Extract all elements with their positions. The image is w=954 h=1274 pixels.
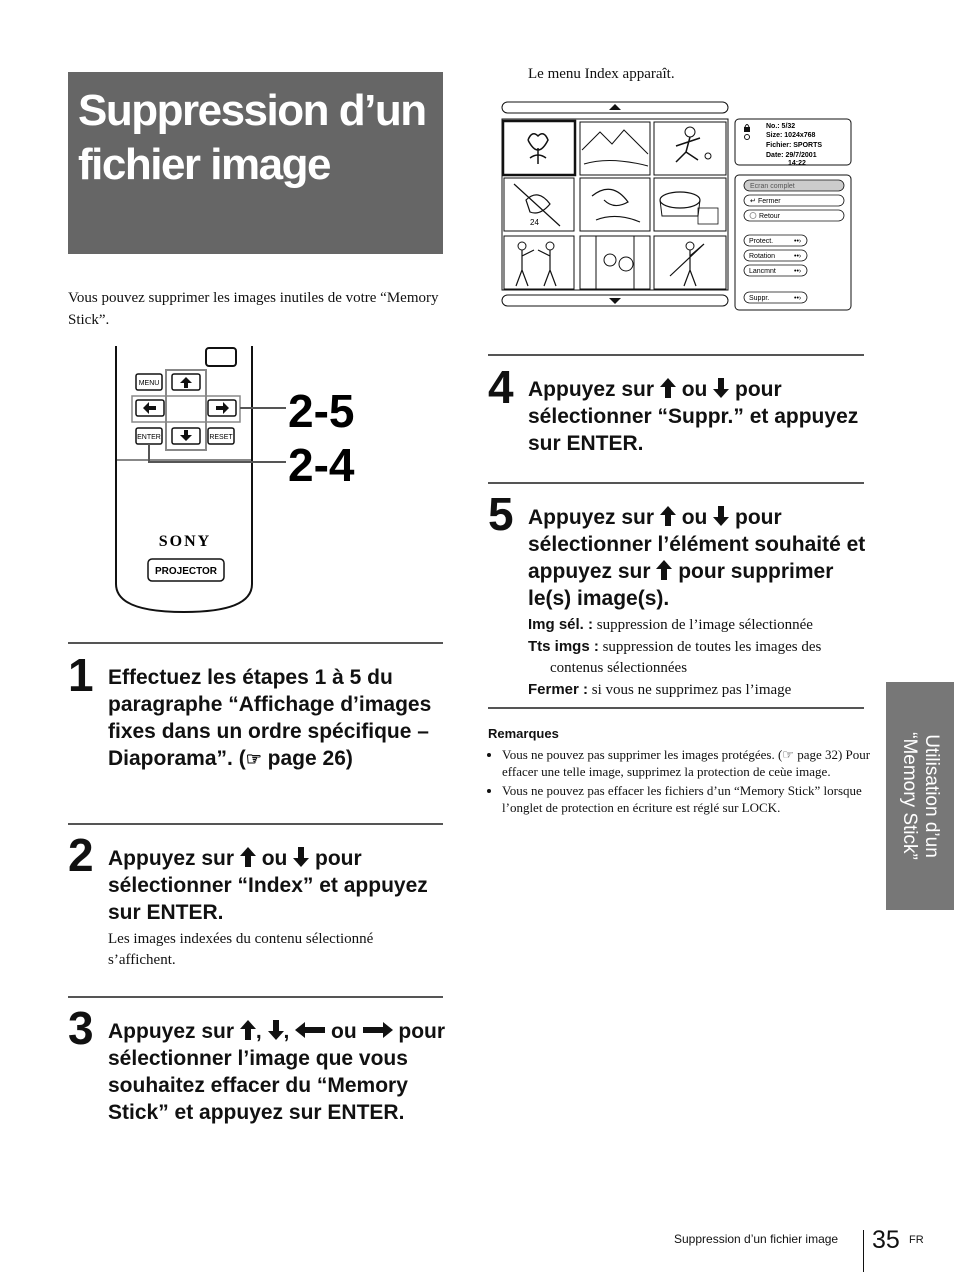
step-5-number: 5 [488, 488, 514, 540]
up-arrow-icon [660, 506, 676, 526]
side-tab-line-2: “Memory Stick” [899, 732, 920, 860]
step-5-text: Appuyez sur ou pour sélectionner l’élément souhaité et appuyez sur pour supprimer le(s) image(s). [528, 506, 866, 610]
lock-icon [744, 127, 750, 132]
thumbnail [503, 121, 575, 175]
step-2-number: 2 [68, 829, 94, 881]
info-time: 14:22 [788, 160, 806, 167]
list-item: • Vous ne pouvez pas effacer les fichiers d’un “Memory Stick” lorsque l’onglet de protection en écriture est réglé sur LOCK. [502, 782, 874, 816]
menu-label: MENU [138, 380, 160, 387]
page-title: Suppression d’un fichier image [78, 86, 426, 189]
model-label: PROJECTOR [154, 566, 218, 577]
thumbnail [504, 178, 574, 231]
menu-item-protect-label: Protect. [749, 238, 774, 245]
footer-section-title: Suppression d’un fichier image [674, 1232, 839, 1246]
submenu-arrow-icon: ••› [794, 253, 802, 260]
intro-text: Vous pouvez supprimer les images inutiles de votre “Memory Stick”. [68, 290, 439, 328]
menu-item-launch-label: Lancmnt [749, 268, 776, 275]
notes-title: Remarques [488, 726, 559, 741]
info-file: Fichier: SPORTS [766, 142, 823, 149]
section-side-tab [886, 682, 954, 910]
step-3-text: Appuyez sur , , ou pour sélectionner l’image que vous souhaitez effacer du “Memory Stick” et appuyez sur ENTER. [108, 1020, 446, 1124]
thumbnail [504, 236, 574, 289]
info-number: No.: 5/32 [766, 123, 796, 130]
callout-2-5: 2-5 [288, 385, 355, 437]
notes-list [488, 746, 874, 818]
step-5-options [528, 614, 868, 701]
page-number: 35 [872, 1226, 900, 1254]
thumbnail [580, 122, 650, 175]
thumbnail [580, 178, 650, 231]
down-arrow-icon [268, 1020, 284, 1040]
menu-item-close-label: Fermer [758, 198, 781, 205]
left-arrow-icon [295, 1022, 325, 1038]
step-1-number: 1 [68, 649, 94, 701]
title-box [68, 72, 443, 254]
page-reference-icon: ☞ [245, 749, 262, 769]
submenu-arrow-icon: ••› [794, 295, 802, 302]
menu-item-delete-label: Suppr. [749, 295, 770, 302]
down-arrow-icon [713, 378, 729, 398]
step-2-text: Appuyez sur ou pour sélectionner “Index” et appuyez sur ENTER. [108, 847, 428, 924]
right-arrow-icon [363, 1022, 393, 1038]
step-4-text: Appuyez sur ou pour sélectionner “Suppr.” et appuyez sur ENTER. [528, 378, 859, 455]
up-arrow-icon [240, 847, 256, 867]
language-code: FR [909, 1234, 924, 1246]
step-1-text: Effectuez les étapes 1 à 5 du paragraphe “Affichage d’images fixes dans un ordre spécifique – Diaporama”. (☞ page 26) [108, 666, 432, 770]
callout-2-4: 2-4 [288, 439, 355, 491]
thumbnail [654, 178, 726, 231]
menu-item-full-screen-label: Ecran complet [750, 183, 795, 190]
enter-label: ENTER [137, 434, 161, 441]
submenu-arrow-icon: ••› [794, 238, 802, 245]
up-arrow-icon [656, 560, 672, 580]
submenu-arrow-icon: ••› [794, 268, 802, 275]
option-tts-imgs: Tts imgs : suppression de toutes les images des contenus sélectionnées [528, 638, 822, 676]
reset-label: RESET [209, 434, 233, 441]
menu-item-rotation-label: Rotation [749, 253, 776, 260]
menu-item-back-label: Retour [759, 213, 781, 220]
up-arrow-icon [660, 378, 676, 398]
index-menu-illustration [500, 100, 855, 312]
step-4-number: 4 [488, 361, 514, 413]
option-fermer: Fermer : si vous ne supprimez pas l’image [528, 681, 792, 698]
menu-caption: Le menu Index apparaît. [528, 66, 675, 82]
up-arrow-icon [240, 1020, 256, 1040]
thumbnail [654, 122, 726, 175]
list-item: • Vous ne pouvez pas supprimer les images protégées. (☞ page 32) Pour effacer une telle image, supprimez la protection de ceùe image. [502, 746, 874, 780]
side-tab-line-1: Utilisation d’un [921, 734, 942, 858]
info-date: Date: 29/7/2001 [766, 152, 817, 159]
step-2-subtext: Les images indexées du contenu sélectionné s’affichent. [108, 931, 374, 968]
option-img-sel: Img sél. : suppression de l’image sélectionnée [528, 616, 813, 633]
svg-text:24: 24 [530, 218, 539, 227]
step-3-number: 3 [68, 1002, 94, 1054]
down-arrow-icon [293, 847, 309, 867]
down-arrow-icon [713, 506, 729, 526]
page-reference-icon: ☞ [782, 747, 794, 762]
brand-logo: SONY [158, 533, 212, 550]
remote-illustration [110, 344, 360, 616]
return-arrow-icon: ↵ [750, 198, 756, 205]
info-size: Size: 1024x768 [766, 132, 816, 139]
